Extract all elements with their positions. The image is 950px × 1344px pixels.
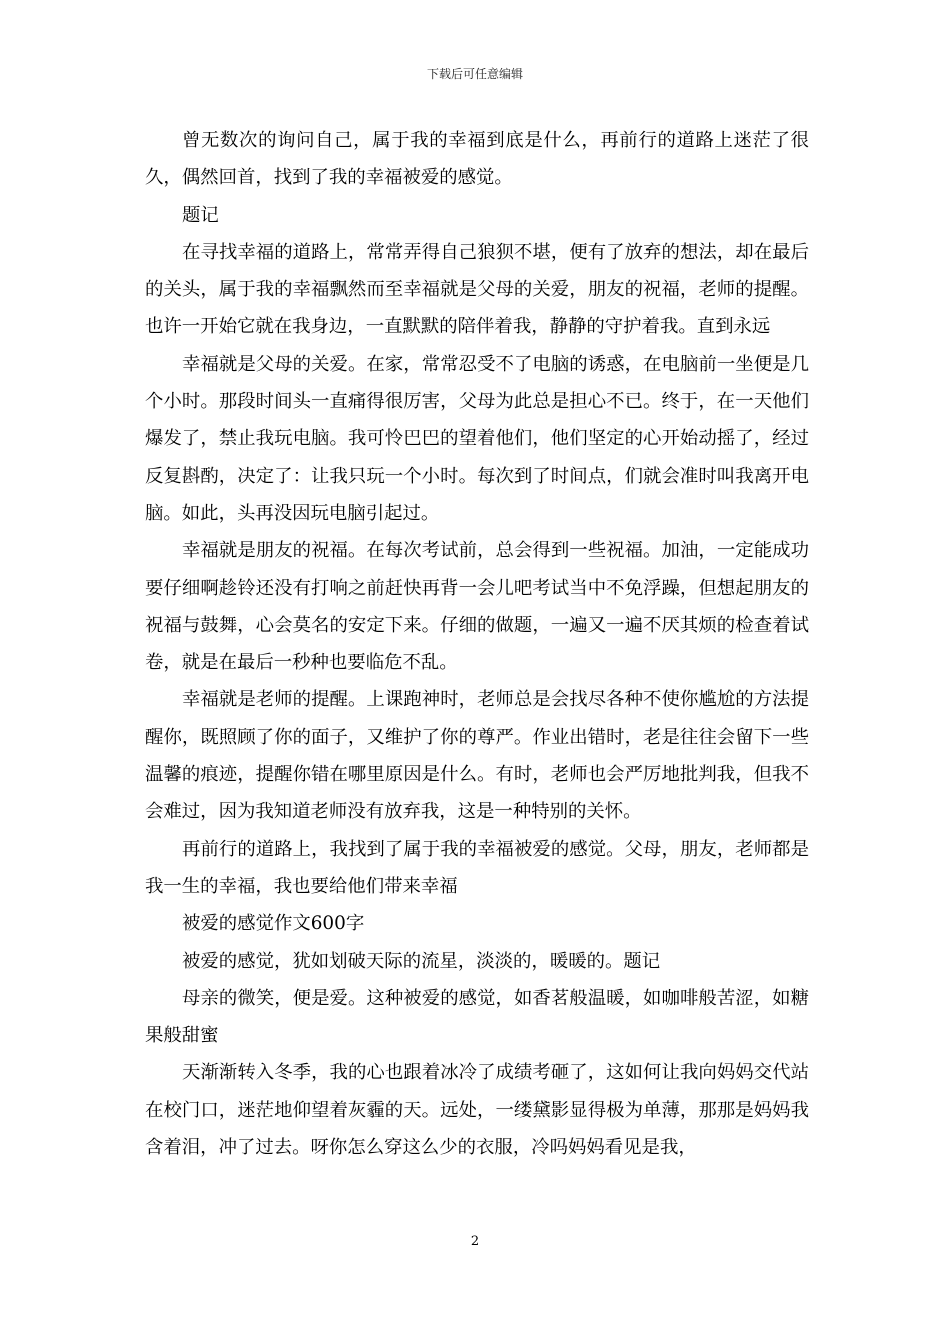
paragraph-2: 题记	[182, 204, 219, 226]
paragraph-10: 母亲的微笑，便是爱。这种被爱的感觉，如香茗般温暖，如咖啡般苦涩，如糖果般甜蜜	[145, 987, 809, 1047]
paragraph-9: 被爱的感觉，犹如划破天际的流星，淡淡的，暖暖的。题记	[182, 950, 661, 972]
paragraph-7: 再前行的道路上，我找到了属于我的幸福被爱的感觉。父母，朋友，老师都是我一生的幸福，我也要给他们带来幸福	[145, 838, 809, 897]
document-body	[145, 122, 809, 1166]
paragraph-5: 幸福就是朋友的祝福。在每次考试前，总会得到一些祝福。加油，一定能成功要仔细啊趁铃还没有打响之前赶快再背一会儿吧考试当中不免浮躁，但想起朋友的祝福与鼓舞，心会莫名的安定下来。仔细的做题，一遍又一遍不厌其烦的检查着试卷，就是在最后一秒种也要临危不乱。	[145, 540, 809, 674]
paragraph-3: 在寻找幸福的道路上，常常弄得自己狼狈不堪，便有了放弃的想法，却在最后的关头，属于我的幸福飘然而至幸福就是父母的关爱，朋友的祝福，老师的提醒。也许一开始它就在我身边，一直默默的陪伴着我，静静的守护着我。直到永远	[145, 241, 809, 338]
paragraph-1: 曾无数次的询问自己，属于我的幸福到底是什么，再前行的道路上迷茫了很久，偶然回首，找到了我的幸福被爱的感觉。	[145, 130, 809, 189]
page-number: 2	[470, 1234, 480, 1249]
page-header: 下载后可任意编辑	[426, 67, 523, 81]
paragraph-8: 被爱的感觉作文600字	[182, 913, 365, 935]
paragraph-6: 幸福就是老师的提醒。上课跑神时，老师总是会找尽各种不使你尴尬的方法提醒你，既照顾了你的面子，又维护了你的尊严。作业出错时，老是往往会留下一些温馨的痕迹，提醒你错在哪里原因是什么。有时，老师也会严厉地批判我，但我不会难过，因为我知道老师没有放弃我，这是一种特别的关怀。	[145, 689, 809, 823]
paragraph-11: 天渐渐转入冬季，我的心也跟着冰冷了成绩考砸了，这如何让我向妈妈交代站在校门口，迷茫地仰望着灰霾的天。远处，一缕黛影显得极为单薄，那那是妈妈我含着泪，冲了过去。呀你怎么穿这么少的衣服，冷吗妈妈看见是我，	[145, 1062, 809, 1159]
paragraph-4: 幸福就是父母的关爱。在家，常常忍受不了电脑的诱惑，在电脑前一坐便是几个小时。那段时间头一直痛得很厉害，父母为此总是担心不已。终于，在一天他们爆发了，禁止我玩电脑。我可怜巴巴的望着他们，他们坚定的心开始动摇了，经过反复斟酌，决定了：让我只玩一个小时。每次到了时间点，们就会准时叫我离开电脑。如此，头再没因玩电脑引起过。	[145, 353, 809, 524]
